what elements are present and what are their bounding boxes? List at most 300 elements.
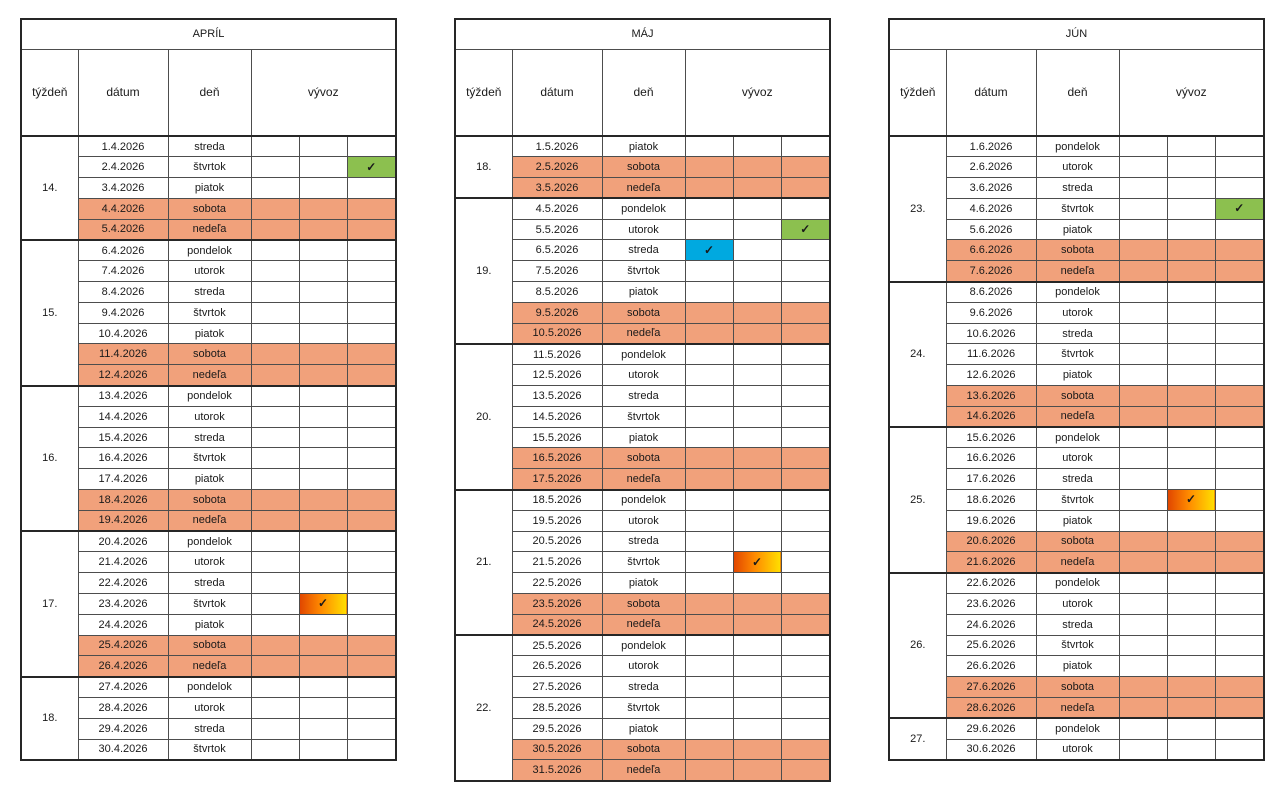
collection-cell xyxy=(685,157,733,178)
month-panel-3 xyxy=(888,18,1265,761)
calendar-table xyxy=(454,18,831,782)
collection-cell xyxy=(733,344,781,365)
week-number-cell: 14. xyxy=(21,136,78,240)
collection-cell xyxy=(1167,261,1215,282)
collection-cell xyxy=(299,448,347,469)
date-cell: 25.5.2026 xyxy=(512,635,602,656)
collection-cell xyxy=(251,406,299,427)
collection-cell xyxy=(733,594,781,615)
date-cell: 25.4.2026 xyxy=(78,635,168,656)
collection-cell xyxy=(685,698,733,719)
day-name-cell: nedeľa xyxy=(602,323,685,344)
collection-cell xyxy=(1167,323,1215,344)
header-week: týždeň xyxy=(21,50,78,137)
collection-cell xyxy=(733,261,781,282)
date-cell: 30.4.2026 xyxy=(78,739,168,760)
collection-cell xyxy=(733,469,781,490)
day-name-cell: pondelok xyxy=(602,490,685,511)
collection-cell xyxy=(1167,677,1215,698)
day-name-cell: piatok xyxy=(602,136,685,157)
collection-cell xyxy=(685,552,733,573)
date-cell: 28.5.2026 xyxy=(512,698,602,719)
date-cell: 29.4.2026 xyxy=(78,718,168,739)
date-cell: 22.4.2026 xyxy=(78,573,168,594)
collection-cell xyxy=(1167,469,1215,490)
collection-cell xyxy=(781,739,830,760)
day-name-cell: štvrtok xyxy=(1036,490,1119,511)
date-cell: 10.4.2026 xyxy=(78,323,168,344)
collection-cell xyxy=(347,739,396,760)
date-cell: 1.4.2026 xyxy=(78,136,168,157)
collection-cell xyxy=(1119,614,1167,635)
date-cell: 18.4.2026 xyxy=(78,490,168,511)
collection-cell xyxy=(299,136,347,157)
collection-cell xyxy=(1119,677,1167,698)
day-name-cell: sobota xyxy=(168,198,251,219)
collection-cell xyxy=(299,386,347,407)
collection-cell xyxy=(1167,698,1215,719)
collection-cell xyxy=(781,573,830,594)
day-name-cell: streda xyxy=(602,677,685,698)
day-name-cell: utorok xyxy=(602,219,685,240)
day-name-cell: streda xyxy=(1036,469,1119,490)
date-cell: 11.6.2026 xyxy=(946,344,1036,365)
collection-cell xyxy=(347,531,396,552)
collection-cell xyxy=(1119,157,1167,178)
collection-cell xyxy=(733,552,781,573)
week-number-cell: 18. xyxy=(21,677,78,760)
collection-cell xyxy=(299,552,347,573)
collection-cell xyxy=(685,219,733,240)
collection-cell xyxy=(1167,656,1215,677)
date-cell: 26.4.2026 xyxy=(78,656,168,677)
collection-cell xyxy=(251,490,299,511)
collection-cell xyxy=(733,427,781,448)
collection-cell xyxy=(1167,282,1215,303)
collection-cell xyxy=(299,427,347,448)
day-name-cell: štvrtok xyxy=(168,302,251,323)
date-cell: 6.6.2026 xyxy=(946,240,1036,261)
collection-cell xyxy=(347,261,396,282)
day-name-cell: pondelok xyxy=(1036,573,1119,594)
month-title: MÁJ xyxy=(455,19,830,50)
collection-cell xyxy=(733,739,781,760)
collection-cell xyxy=(733,448,781,469)
check-icon: ✓ xyxy=(800,221,811,236)
collection-cell xyxy=(299,573,347,594)
collection-cell xyxy=(1215,178,1264,199)
week-number-cell: 22. xyxy=(455,635,512,781)
date-cell: 27.5.2026 xyxy=(512,677,602,698)
collection-cell xyxy=(1119,136,1167,157)
collection-cell xyxy=(733,760,781,781)
header-collection: vývoz xyxy=(1119,50,1264,137)
collection-cell xyxy=(1119,656,1167,677)
collection-cell xyxy=(1167,302,1215,323)
collection-cell xyxy=(1167,240,1215,261)
month-panel-2 xyxy=(454,18,831,782)
collection-cell xyxy=(299,739,347,760)
day-name-cell: sobota xyxy=(1036,531,1119,552)
day-name-cell: streda xyxy=(1036,614,1119,635)
collection-cell xyxy=(781,261,830,282)
date-cell: 4.5.2026 xyxy=(512,198,602,219)
date-cell: 14.4.2026 xyxy=(78,406,168,427)
collection-cell xyxy=(251,614,299,635)
day-name-cell: piatok xyxy=(602,282,685,303)
date-cell: 21.4.2026 xyxy=(78,552,168,573)
day-name-cell: utorok xyxy=(1036,739,1119,760)
date-cell: 3.4.2026 xyxy=(78,178,168,199)
collection-cell xyxy=(1215,531,1264,552)
collection-cell xyxy=(781,614,830,635)
day-name-cell: štvrtok xyxy=(168,448,251,469)
collection-cell xyxy=(251,386,299,407)
date-cell: 16.4.2026 xyxy=(78,448,168,469)
day-name-cell: utorok xyxy=(1036,157,1119,178)
date-cell: 13.5.2026 xyxy=(512,386,602,407)
day-name-cell: nedeľa xyxy=(602,760,685,781)
collection-cell xyxy=(1167,510,1215,531)
check-icon: ✓ xyxy=(317,596,329,611)
week-number-cell: 19. xyxy=(455,198,512,344)
day-name-cell: sobota xyxy=(602,739,685,760)
collection-cell xyxy=(733,718,781,739)
day-name-cell: streda xyxy=(168,136,251,157)
collection-cell xyxy=(299,240,347,261)
day-name-cell: sobota xyxy=(168,344,251,365)
collection-cell xyxy=(1167,594,1215,615)
week-number-cell: 20. xyxy=(455,344,512,490)
day-name-cell: utorok xyxy=(1036,448,1119,469)
collection-cell xyxy=(251,739,299,760)
day-name-cell: piatok xyxy=(168,614,251,635)
collection-cell xyxy=(1167,614,1215,635)
collection-cell xyxy=(1119,490,1167,511)
collection-cell xyxy=(299,490,347,511)
date-cell: 8.5.2026 xyxy=(512,282,602,303)
day-name-cell: streda xyxy=(602,531,685,552)
collection-cell xyxy=(299,594,347,615)
collection-cell xyxy=(781,448,830,469)
collection-cell xyxy=(1167,552,1215,573)
collection-cell xyxy=(1215,386,1264,407)
collection-cell xyxy=(781,157,830,178)
day-name-cell: sobota xyxy=(168,635,251,656)
day-name-cell: pondelok xyxy=(168,677,251,698)
collection-cell xyxy=(1215,677,1264,698)
date-cell: 4.4.2026 xyxy=(78,198,168,219)
day-name-cell: streda xyxy=(602,240,685,261)
collection-cell xyxy=(781,594,830,615)
collection-cell xyxy=(299,614,347,635)
collection-cell xyxy=(1119,365,1167,386)
day-name-cell: nedeľa xyxy=(1036,406,1119,427)
date-cell: 5.4.2026 xyxy=(78,219,168,240)
day-name-cell: sobota xyxy=(602,594,685,615)
collection-cell xyxy=(781,365,830,386)
collection-cell xyxy=(299,531,347,552)
day-name-cell: pondelok xyxy=(168,240,251,261)
date-cell: 20.6.2026 xyxy=(946,531,1036,552)
header-collection: vývoz xyxy=(685,50,830,137)
collection-cell xyxy=(1119,240,1167,261)
date-cell: 8.6.2026 xyxy=(946,282,1036,303)
collection-cell xyxy=(685,240,733,261)
collection-cell xyxy=(1119,219,1167,240)
collection-cell xyxy=(781,406,830,427)
day-name-cell: štvrtok xyxy=(168,157,251,178)
collection-cell xyxy=(733,698,781,719)
collection-cell xyxy=(347,198,396,219)
collection-cell xyxy=(251,178,299,199)
date-cell: 12.4.2026 xyxy=(78,365,168,386)
collection-cell xyxy=(781,386,830,407)
collection-cell xyxy=(251,136,299,157)
day-name-cell: utorok xyxy=(168,406,251,427)
day-name-cell: pondelok xyxy=(602,344,685,365)
week-number-cell: 26. xyxy=(889,573,946,719)
collection-cell xyxy=(251,302,299,323)
collection-cell xyxy=(1119,302,1167,323)
collection-cell xyxy=(1215,157,1264,178)
day-name-cell: sobota xyxy=(602,302,685,323)
collection-cell xyxy=(1167,365,1215,386)
day-name-cell: streda xyxy=(602,386,685,407)
collection-cell xyxy=(685,261,733,282)
check-icon: ✓ xyxy=(1185,492,1197,507)
day-name-cell: štvrtok xyxy=(168,739,251,760)
collection-cell xyxy=(299,635,347,656)
collection-cell xyxy=(347,323,396,344)
day-name-cell: sobota xyxy=(168,490,251,511)
collection-cell xyxy=(1215,406,1264,427)
day-name-cell: utorok xyxy=(1036,302,1119,323)
day-name-cell: piatok xyxy=(602,427,685,448)
collection-cell xyxy=(781,219,830,240)
collection-cell xyxy=(1215,261,1264,282)
collection-cell xyxy=(1119,739,1167,760)
day-name-cell: utorok xyxy=(1036,594,1119,615)
collection-cell xyxy=(781,698,830,719)
collection-cell xyxy=(685,573,733,594)
date-cell: 24.4.2026 xyxy=(78,614,168,635)
date-cell: 22.5.2026 xyxy=(512,573,602,594)
collection-cell xyxy=(1167,157,1215,178)
collection-cell xyxy=(1119,594,1167,615)
collection-cell xyxy=(251,573,299,594)
collection-cell xyxy=(781,178,830,199)
collection-cell xyxy=(347,469,396,490)
day-name-cell: piatok xyxy=(602,573,685,594)
collection-cell xyxy=(1215,739,1264,760)
date-cell: 21.5.2026 xyxy=(512,552,602,573)
date-cell: 30.5.2026 xyxy=(512,739,602,760)
collection-cell xyxy=(251,531,299,552)
date-cell: 10.5.2026 xyxy=(512,323,602,344)
date-cell: 6.4.2026 xyxy=(78,240,168,261)
date-cell: 29.5.2026 xyxy=(512,718,602,739)
collection-cell xyxy=(781,635,830,656)
day-name-cell: nedeľa xyxy=(1036,698,1119,719)
collection-cell xyxy=(1119,406,1167,427)
date-cell: 17.5.2026 xyxy=(512,469,602,490)
header-date: dátum xyxy=(512,50,602,137)
collection-cell xyxy=(1167,219,1215,240)
collection-cell xyxy=(781,240,830,261)
collection-cell xyxy=(251,344,299,365)
collection-cell xyxy=(733,677,781,698)
collection-cell xyxy=(347,698,396,719)
collection-cell xyxy=(251,323,299,344)
collection-cell xyxy=(685,510,733,531)
collection-cell xyxy=(781,344,830,365)
collection-cell xyxy=(299,344,347,365)
collection-cell xyxy=(347,406,396,427)
collection-cell xyxy=(299,282,347,303)
collection-cell xyxy=(1119,448,1167,469)
collection-cell xyxy=(685,386,733,407)
check-icon: ✓ xyxy=(751,554,763,569)
day-name-cell: štvrtok xyxy=(602,261,685,282)
collection-cell xyxy=(251,552,299,573)
date-cell: 14.5.2026 xyxy=(512,406,602,427)
collection-cell xyxy=(733,198,781,219)
collection-cell xyxy=(1215,698,1264,719)
collection-cell xyxy=(733,386,781,407)
date-cell: 31.5.2026 xyxy=(512,760,602,781)
date-cell: 25.6.2026 xyxy=(946,635,1036,656)
collection-cell xyxy=(1167,198,1215,219)
calendar-table xyxy=(20,18,397,761)
collection-cell xyxy=(1119,427,1167,448)
collection-cell xyxy=(1119,198,1167,219)
collection-cell xyxy=(781,427,830,448)
day-name-cell: nedeľa xyxy=(168,510,251,531)
day-name-cell: piatok xyxy=(168,323,251,344)
collection-cell xyxy=(1119,573,1167,594)
collection-cell xyxy=(685,323,733,344)
collection-cell xyxy=(1215,594,1264,615)
collection-cell xyxy=(251,157,299,178)
collection-cell xyxy=(781,469,830,490)
week-number-cell: 17. xyxy=(21,531,78,677)
collection-cell xyxy=(733,282,781,303)
day-name-cell: streda xyxy=(1036,178,1119,199)
date-cell: 5.5.2026 xyxy=(512,219,602,240)
collection-cell xyxy=(781,531,830,552)
collection-cell xyxy=(781,282,830,303)
collection-cell xyxy=(1167,136,1215,157)
collection-cell xyxy=(347,718,396,739)
collection-cell xyxy=(1215,469,1264,490)
collection-cell xyxy=(1167,448,1215,469)
collection-cell xyxy=(251,594,299,615)
collection-cell xyxy=(733,136,781,157)
header-day: deň xyxy=(168,50,251,137)
collection-cell xyxy=(347,573,396,594)
collection-cell xyxy=(1215,219,1264,240)
collection-cell xyxy=(1215,635,1264,656)
collection-cell xyxy=(251,282,299,303)
date-cell: 15.6.2026 xyxy=(946,427,1036,448)
collection-cell xyxy=(685,594,733,615)
day-name-cell: pondelok xyxy=(1036,427,1119,448)
collection-cell xyxy=(347,282,396,303)
collection-cell xyxy=(1119,698,1167,719)
date-cell: 19.6.2026 xyxy=(946,510,1036,531)
date-cell: 9.6.2026 xyxy=(946,302,1036,323)
collection-cell xyxy=(1167,490,1215,511)
collection-cell xyxy=(685,427,733,448)
collection-cell xyxy=(781,510,830,531)
day-name-cell: streda xyxy=(1036,323,1119,344)
header-collection: vývoz xyxy=(251,50,396,137)
collection-cell xyxy=(733,302,781,323)
week-number-cell: 27. xyxy=(889,718,946,760)
collection-cell xyxy=(733,178,781,199)
day-name-cell: piatok xyxy=(1036,219,1119,240)
date-cell: 7.5.2026 xyxy=(512,261,602,282)
date-cell: 16.5.2026 xyxy=(512,448,602,469)
date-cell: 5.6.2026 xyxy=(946,219,1036,240)
collection-cell xyxy=(347,635,396,656)
collection-cell xyxy=(347,219,396,240)
collection-cell xyxy=(347,677,396,698)
collection-cell xyxy=(299,365,347,386)
calendar-table xyxy=(888,18,1265,761)
collection-cell xyxy=(347,386,396,407)
date-cell: 28.6.2026 xyxy=(946,698,1036,719)
collection-cell xyxy=(347,240,396,261)
collection-cell xyxy=(1167,739,1215,760)
day-name-cell: piatok xyxy=(1036,510,1119,531)
date-cell: 17.4.2026 xyxy=(78,469,168,490)
date-cell: 21.6.2026 xyxy=(946,552,1036,573)
day-name-cell: piatok xyxy=(168,178,251,199)
day-name-cell: streda xyxy=(168,718,251,739)
date-cell: 15.4.2026 xyxy=(78,427,168,448)
collection-cell xyxy=(781,656,830,677)
date-cell: 18.6.2026 xyxy=(946,490,1036,511)
date-cell: 20.5.2026 xyxy=(512,531,602,552)
day-name-cell: nedeľa xyxy=(1036,261,1119,282)
collection-cell xyxy=(251,677,299,698)
collection-cell xyxy=(1215,552,1264,573)
collection-cell xyxy=(347,594,396,615)
collection-cell xyxy=(685,302,733,323)
date-cell: 27.6.2026 xyxy=(946,677,1036,698)
date-cell: 9.5.2026 xyxy=(512,302,602,323)
date-cell: 10.6.2026 xyxy=(946,323,1036,344)
collection-cell xyxy=(1215,344,1264,365)
day-name-cell: utorok xyxy=(168,552,251,573)
collection-cell xyxy=(1215,136,1264,157)
day-name-cell: pondelok xyxy=(602,635,685,656)
collection-cell xyxy=(299,510,347,531)
collection-cell xyxy=(1215,448,1264,469)
day-name-cell: utorok xyxy=(602,656,685,677)
day-name-cell: piatok xyxy=(168,469,251,490)
check-icon: ✓ xyxy=(1234,201,1245,216)
collection-cell xyxy=(781,490,830,511)
collection-cell xyxy=(733,635,781,656)
date-cell: 4.6.2026 xyxy=(946,198,1036,219)
day-name-cell: pondelok xyxy=(1036,282,1119,303)
collection-cell xyxy=(733,510,781,531)
collection-cell xyxy=(733,240,781,261)
date-cell: 9.4.2026 xyxy=(78,302,168,323)
